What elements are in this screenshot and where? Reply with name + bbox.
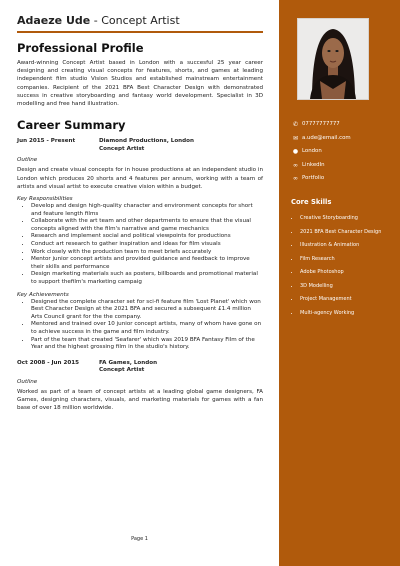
skill-item: • Film Research [300, 253, 400, 267]
responsibility-item: • Work closely with the production team to meet briefs accurately [31, 249, 263, 257]
header-rule [17, 31, 263, 33]
sidebar [279, 0, 400, 566]
portrait-image [298, 19, 368, 99]
profile-text: Award-winning Concept Artist based in London with a succesful 25 year career designing and creating visual concepts for features, shorts, and games at leading independent film studio Vision Studios and established mainstream entertainment companies. Recipient of the 2021 BFA Best Character Design with demonstrated success in creative storyboarding and fantasy world development. Specialist in 3D modelling and free hand illustration. [17, 60, 263, 108]
skill-item: • Illustration & Animation [300, 239, 400, 253]
contact-email[interactable] [291, 132, 395, 146]
envelope-icon: ✉ [292, 134, 299, 142]
responsibilities-label: Key Responsibilities [17, 196, 73, 203]
skills-list [291, 212, 400, 320]
link-icon: ∞ [293, 175, 298, 182]
job-header [17, 360, 263, 375]
name-separator: - [90, 14, 102, 27]
contact-email-text[interactable]: a.ude@email.com [302, 134, 351, 141]
achievement-item: • Part of the team that created 'Seafarer' which was 2019 BFA Fantasy Film of the Year and the highest grossing film in the studio's history. [31, 337, 263, 352]
responsibility-item: • Collaborate with the art team and other departments to ensure that the visual concepts aligned with the film's narrative and game mechanics [31, 218, 263, 233]
contact-phone-text: 07777777777 [302, 121, 340, 127]
job-dates: Jun 2015 - Present [17, 138, 76, 145]
main-column [17, 14, 263, 413]
contact-location [291, 145, 395, 159]
link-icon: ∞ [293, 161, 298, 169]
career-heading: Career Summary [17, 118, 126, 133]
outline-label: Outline [17, 157, 38, 164]
achievements-list [17, 299, 263, 352]
responsibility-item: • Design marketing materials such as posters, billboards and promotional material to support thefilm's marketing campaig [31, 271, 263, 286]
contact-linkedin-link[interactable]: LinkedIn [302, 161, 325, 168]
skill-item: • Creative Storyboarding [300, 212, 400, 226]
job-outline: Design and create visual concepts for in house productions at an independent studio in London which produces 20 shorts and 4 features per annum, working with a team of artists and visual artist to execute creative vision within a budget. [17, 167, 263, 190]
page-number: Page 1 [131, 536, 148, 542]
profile-photo [297, 18, 369, 100]
job-header [17, 138, 263, 153]
name-header [17, 14, 263, 28]
outline-label: Outline [17, 378, 38, 385]
contact-linkedin[interactable] [291, 159, 395, 173]
job-entry [17, 138, 263, 351]
job-entry [17, 360, 263, 413]
location-pin-icon: ● [292, 148, 299, 155]
responsibilities-list [17, 203, 263, 287]
job-company: FA Games, London [99, 359, 158, 366]
job-title: Concept Artist [99, 145, 145, 152]
skill-item: • 3D Modelling [300, 280, 400, 294]
skill-item: • Project Management [300, 293, 400, 307]
contact-list [291, 118, 395, 186]
responsibility-item: • Develop and design high-quality character and environment concepts for short and feature length films [31, 203, 263, 218]
job-company: Diamond Productions, London [99, 138, 194, 145]
achievement-item: • Mentored and trained over 10 junior concept artists, many of whom have gone on to achieve success in the game and film industry. [31, 321, 263, 336]
skills-heading: Core Skills [291, 198, 332, 206]
responsibility-item: • Conduct art research to gather inspiration and ideas for film visuals [31, 241, 263, 249]
job-company-block [99, 360, 263, 375]
responsibility-item: • Research and implement social and political viewpoints for productions [31, 233, 263, 241]
candidate-role: Concept Artist [101, 14, 180, 27]
skill-item: • 2021 BFA Best Character Design [300, 226, 400, 240]
achievements-label: Key Achievements [17, 291, 69, 298]
responsibility-item: • Mentor junior concept artists and provided guidance and feedback to improve their skills and performance [31, 256, 263, 271]
job-dates: Oct 2008 - Jun 2015 [17, 359, 80, 366]
contact-portfolio[interactable] [291, 172, 395, 186]
candidate-name: Adaeze Ude [17, 14, 91, 27]
phone-icon: ✆ [292, 121, 299, 128]
contact-phone [291, 118, 395, 132]
contact-portfolio-link[interactable]: Portfolio [302, 175, 325, 181]
skill-item: • Multi-agency Working [300, 307, 400, 321]
contact-location-text: London [302, 148, 322, 154]
skill-item: • Adobe Photoshop [300, 266, 400, 280]
job-outline: Worked as part of a team of concept artists at a leading global game designers, FA Games, designing characters, visuals, and marketing materials for games with a fan base of over 18 million worldwide. [17, 388, 263, 412]
job-company-block [99, 138, 263, 153]
profile-heading: Professional Profile [17, 41, 144, 55]
job-title: Concept Artist [99, 367, 145, 374]
achievement-item: • Designed the complete character set for sci-fi feature film 'Lost Planet' which won Best Character Design at the 2021 BFA and secured a subsequent £1.4 million Arts Council grant for the the company. [31, 299, 263, 322]
